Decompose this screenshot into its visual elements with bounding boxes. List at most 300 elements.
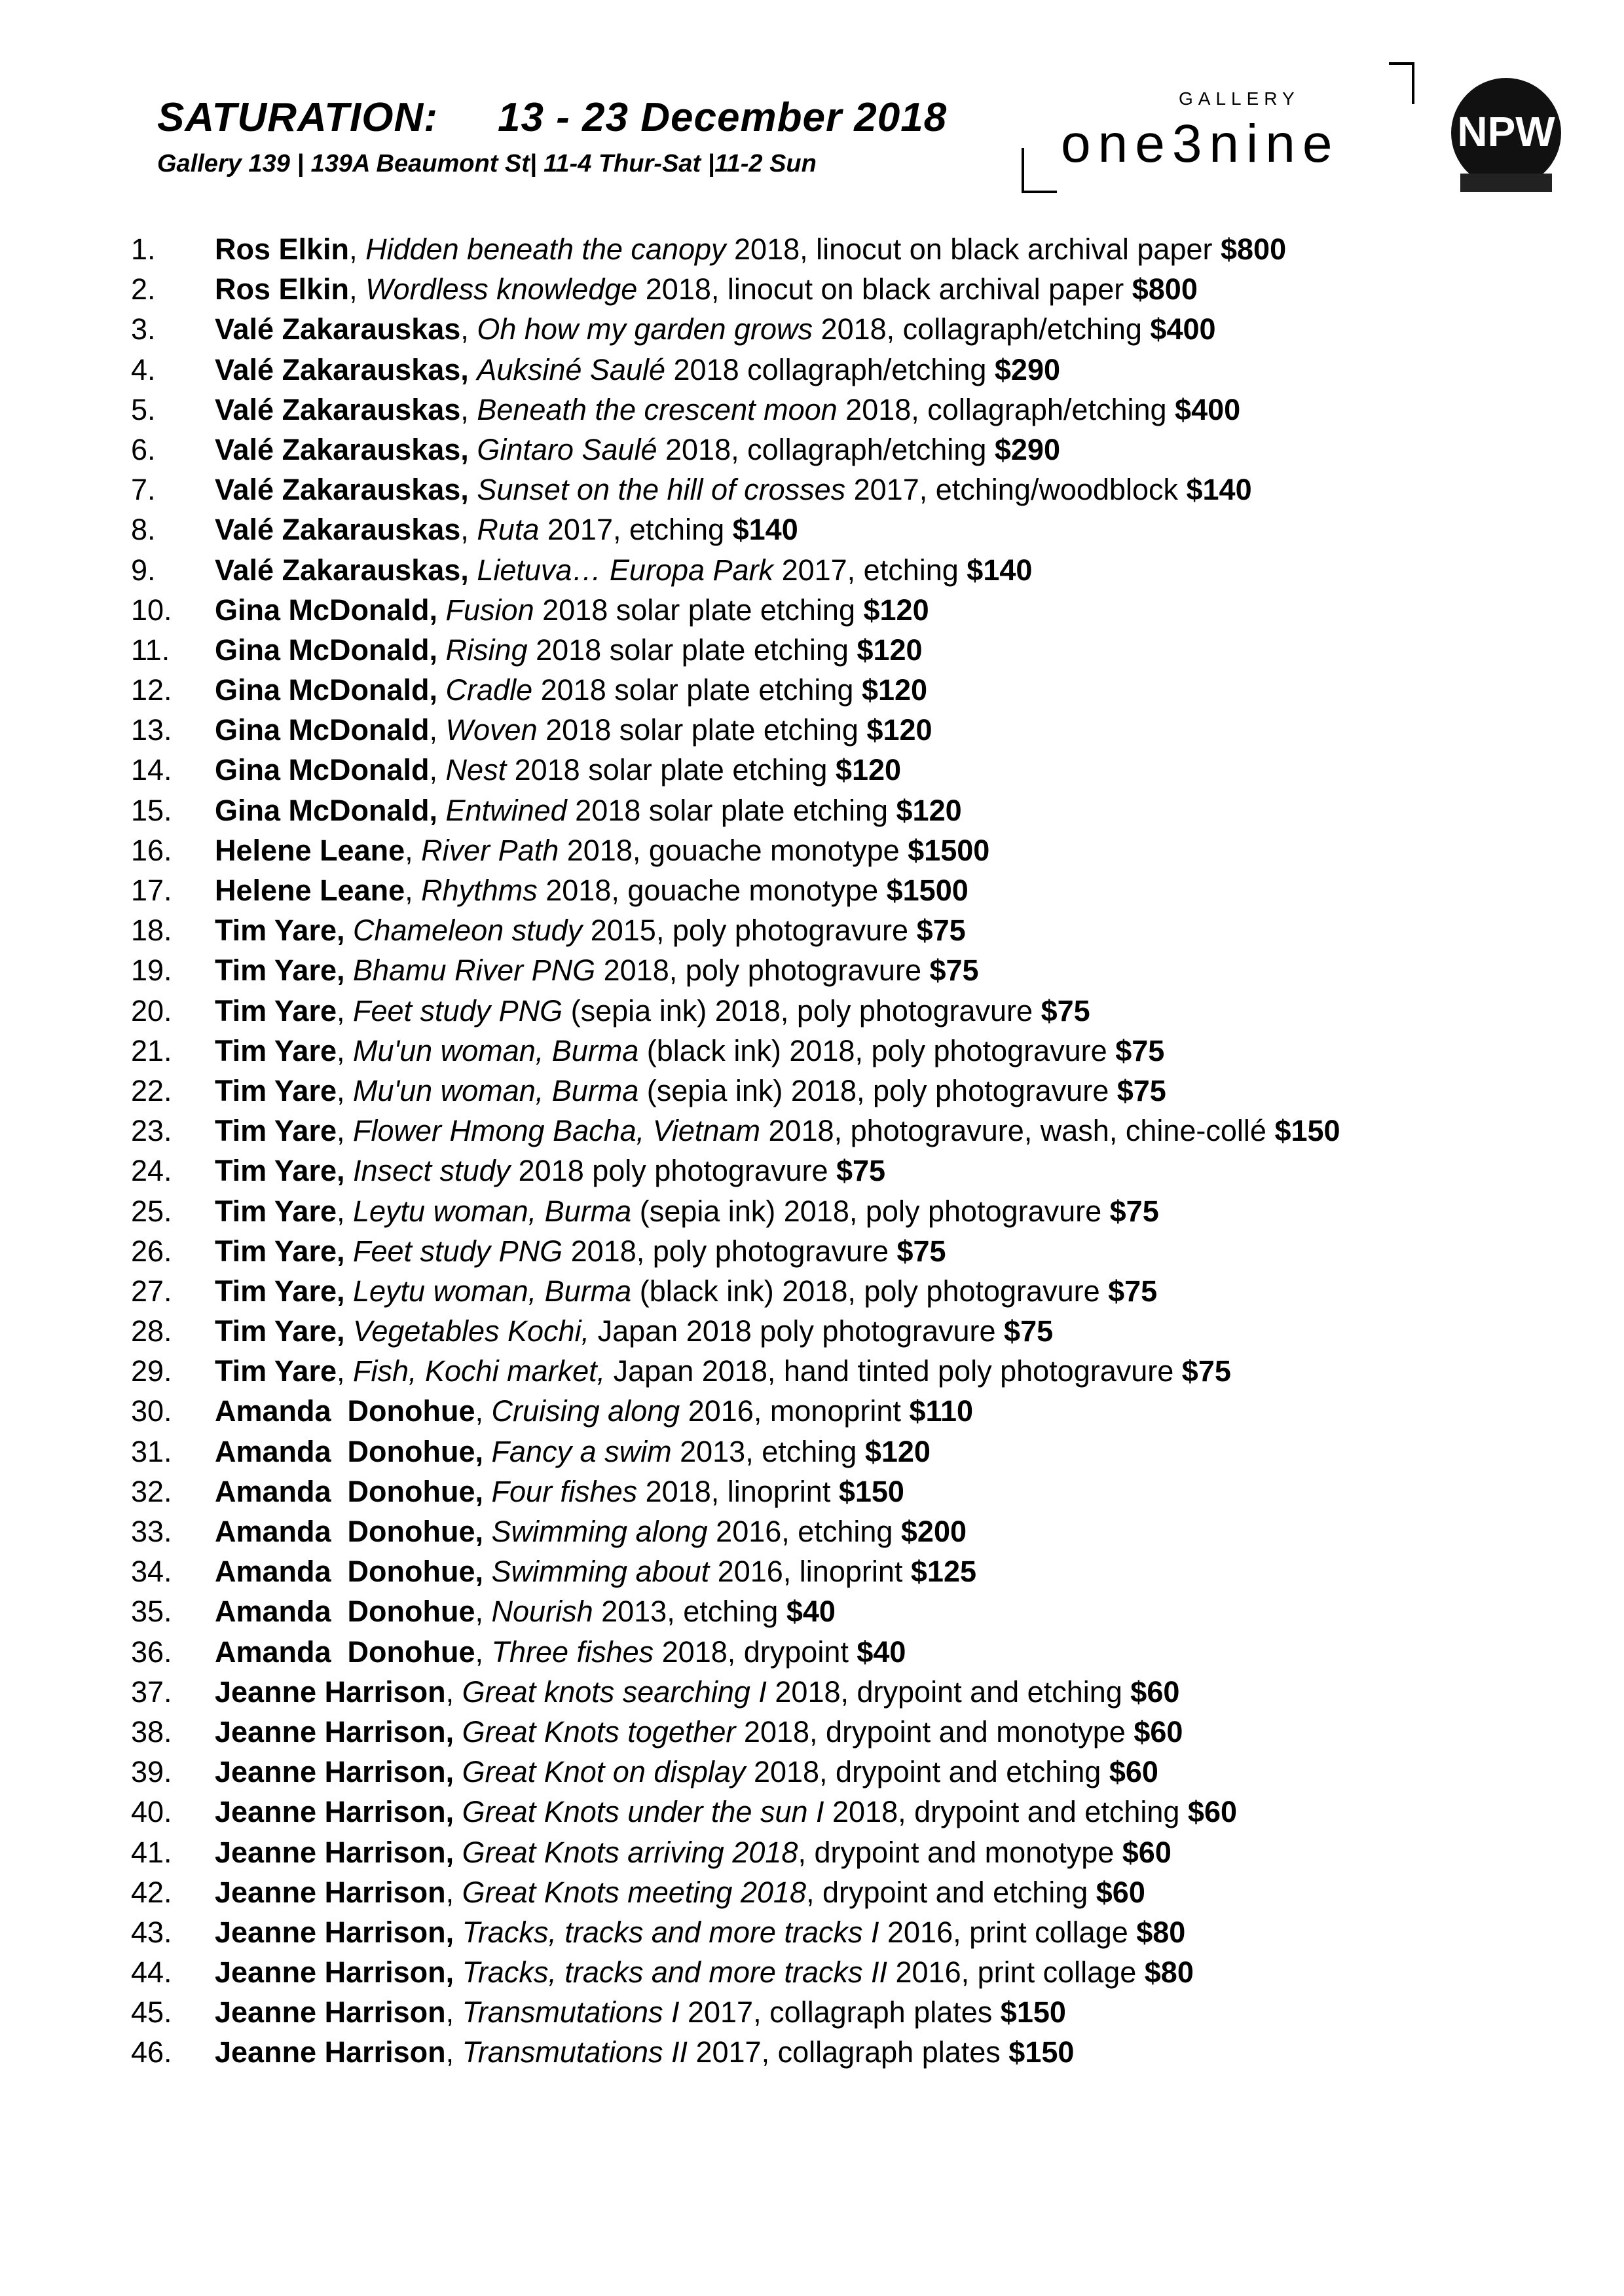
exhibition-title: SATURATION: 13 - 23 December 2018 <box>157 95 948 140</box>
work-details: 2018, collagraph/etching <box>813 312 1151 346</box>
separator <box>469 473 477 506</box>
item-number: 10. <box>131 593 172 627</box>
work-price: $400 <box>1150 312 1216 346</box>
work-details: 2018 solar plate etching <box>566 793 896 827</box>
list-item <box>0 1432 1624 1472</box>
item-number: 27. <box>131 1274 172 1308</box>
separator: , <box>405 833 422 867</box>
separator: , <box>349 272 366 306</box>
work-details: 2018, linocut on black archival paper <box>637 272 1132 306</box>
separator: , <box>429 753 446 787</box>
work-title: Mu'un woman, Burma <box>353 1073 639 1107</box>
item-number: 9. <box>131 553 156 587</box>
separator <box>344 954 353 987</box>
work-price: $75 <box>916 914 966 948</box>
item-entry <box>215 1351 1231 1391</box>
separator <box>469 433 477 466</box>
artist-name: Jeanne Harrison, <box>215 1915 454 1949</box>
item-number: 1. <box>131 232 156 266</box>
work-title: Transmutations II <box>462 2035 688 2069</box>
work-price: $75 <box>1181 1354 1231 1388</box>
item-entry <box>215 1912 1185 1952</box>
item-entry <box>215 1632 906 1672</box>
artist-name: Jeanne Harrison, <box>215 1955 454 1990</box>
work-title: Tracks, tracks and more tracks II <box>462 1955 887 1990</box>
gallery-one3nine-logo <box>1022 62 1414 193</box>
work-details: (sepia ink) 2018, poly photogravure <box>631 1194 1110 1228</box>
work-price: $150 <box>1008 2035 1075 2069</box>
work-price: $120 <box>861 673 928 707</box>
item-entry <box>215 950 979 990</box>
list-item <box>0 590 1624 630</box>
item-entry <box>215 670 927 710</box>
item-entry <box>215 1311 1053 1351</box>
work-title: Three fishes <box>491 1635 654 1669</box>
item-number: 28. <box>131 1314 172 1348</box>
item-entry <box>215 1191 1159 1231</box>
work-title: Great Knots arriving 2018 <box>462 1835 798 1869</box>
work-title: Gintaro Saulé <box>477 432 657 466</box>
artist-name: Tim Yare, <box>215 1314 345 1348</box>
work-title: Woven <box>445 713 538 747</box>
list-item <box>0 910 1624 950</box>
item-entry <box>215 1472 904 1511</box>
artist-name: Ros Elkin <box>215 232 350 266</box>
work-price: $140 <box>967 553 1033 587</box>
work-details: 2018 solar plate etching <box>537 713 867 747</box>
artist-name: Tim Yare <box>215 993 337 1028</box>
separator: , <box>475 1394 492 1428</box>
separator: , <box>460 513 477 547</box>
item-number: 12. <box>131 673 172 707</box>
item-number: 35. <box>131 1595 172 1629</box>
item-entry <box>215 1111 1340 1151</box>
item-entry <box>215 1391 973 1431</box>
work-title: Swimming along <box>491 1515 708 1548</box>
work-price: $140 <box>1186 473 1252 507</box>
artist-name: Amanda Donohue, <box>215 1515 484 1548</box>
npw-logo <box>1447 75 1565 196</box>
work-price: $75 <box>1004 1314 1054 1348</box>
work-title: Chameleon study <box>353 914 583 948</box>
document-header <box>157 92 1008 182</box>
item-entry <box>215 470 1252 509</box>
work-details: (sepia ink) 2018, poly photogravure <box>638 1073 1117 1107</box>
item-entry <box>215 229 1286 269</box>
item-number: 37. <box>131 1675 172 1709</box>
work-details: (black ink) 2018, poly photogravure <box>631 1274 1109 1308</box>
item-entry <box>215 1832 1172 1872</box>
artist-name: Jeanne Harrison <box>215 1675 446 1709</box>
artist-name: Gina McDonald, <box>215 593 438 627</box>
item-entry <box>215 1432 931 1472</box>
item-number: 30. <box>131 1394 172 1428</box>
separator: , <box>336 1194 353 1228</box>
work-details: , drypoint and monotype <box>798 1835 1122 1869</box>
work-price: $120 <box>866 713 932 747</box>
work-title: Cruising along <box>491 1394 680 1428</box>
artist-name: Tim Yare, <box>215 1274 345 1308</box>
separator <box>483 1435 492 1468</box>
list-item <box>0 1832 1624 1872</box>
artist-name: Gina McDonald <box>215 713 430 747</box>
work-price: $290 <box>994 352 1060 386</box>
work-price: $75 <box>1109 1194 1159 1228</box>
separator <box>344 914 353 947</box>
item-entry <box>215 1231 946 1271</box>
work-details: 2016, linoprint <box>709 1555 911 1589</box>
list-item <box>0 630 1624 670</box>
work-price: $125 <box>910 1555 977 1589</box>
work-price: $75 <box>1116 1073 1166 1107</box>
separator <box>437 673 446 707</box>
work-price: $75 <box>1108 1274 1158 1308</box>
work-details: 2016, print collage <box>879 1915 1137 1949</box>
artist-name: Amanda Donohue <box>215 1394 475 1428</box>
work-details: 2013, etching <box>671 1434 865 1468</box>
item-number: 40. <box>131 1795 172 1829</box>
item-entry <box>215 1712 1183 1752</box>
separator: , <box>460 312 477 346</box>
work-price: $40 <box>786 1595 836 1629</box>
list-item <box>0 430 1624 470</box>
work-price: $80 <box>1136 1915 1186 1949</box>
work-title: Great Knot on display <box>462 1755 746 1789</box>
separator: , <box>405 874 422 907</box>
work-details: 2018, poly photogravure <box>563 1234 897 1268</box>
separator <box>437 794 446 827</box>
work-details: 2018, drypoint and etching <box>766 1675 1131 1709</box>
item-number: 29. <box>131 1354 172 1388</box>
list-item <box>0 1912 1624 1952</box>
work-title: Leytu woman, Burma <box>353 1194 632 1228</box>
work-details: 2017, etching/woodblock <box>845 473 1187 507</box>
separator <box>454 1715 462 1749</box>
work-details: 2018 solar plate etching <box>534 593 864 627</box>
item-number: 7. <box>131 473 156 507</box>
separator: , <box>445 2035 462 2069</box>
separator: , <box>336 1033 353 1067</box>
work-price: $150 <box>838 1474 904 1508</box>
npw-logo-letters: NPW <box>1457 108 1555 155</box>
work-price: $150 <box>1274 1114 1340 1148</box>
work-title: Great Knots under the sun I <box>462 1795 824 1829</box>
list-item <box>0 1391 1624 1431</box>
artist-name: Tim Yare, <box>215 1154 345 1188</box>
work-details: 2018 solar plate etching <box>532 673 862 707</box>
item-number: 11. <box>131 633 170 667</box>
separator <box>454 1755 462 1788</box>
separator <box>483 1515 492 1548</box>
work-price: $120 <box>896 793 962 827</box>
separator <box>344 1274 353 1308</box>
work-details: , drypoint and etching <box>805 1875 1096 1909</box>
item-entry <box>215 630 923 670</box>
work-price: $60 <box>1109 1755 1158 1789</box>
work-price: $110 <box>909 1394 974 1428</box>
work-details: Japan 2018, hand tinted poly photogravure <box>605 1354 1182 1388</box>
item-entry <box>215 1031 1164 1071</box>
list-item <box>0 1712 1624 1752</box>
work-details: 2017, etching <box>773 553 967 587</box>
work-title: Lietuva… Europa Park <box>477 553 774 587</box>
work-price: $40 <box>857 1635 906 1669</box>
artwork-list <box>0 229 1624 2073</box>
item-entry <box>215 991 1090 1031</box>
work-details: 2018, poly photogravure <box>595 954 930 988</box>
list-item <box>0 309 1624 349</box>
work-price: $1500 <box>908 833 990 867</box>
work-title: Great knots searching I <box>462 1675 767 1709</box>
work-price: $120 <box>863 593 929 627</box>
work-price: $400 <box>1175 392 1241 426</box>
artist-name: Tim Yare, <box>215 914 345 948</box>
work-details: 2018 solar plate etching <box>506 753 836 787</box>
item-number: 31. <box>131 1434 172 1468</box>
artist-name: Gina McDonald <box>215 753 430 787</box>
item-entry <box>215 590 929 630</box>
work-title: Beneath the crescent moon <box>477 392 838 426</box>
item-entry <box>215 1952 1194 1992</box>
list-item <box>0 1992 1624 2032</box>
logo-bracket-top-right <box>1389 62 1414 104</box>
work-details: 2018, photogravure, wash, chine-collé <box>760 1114 1275 1148</box>
work-title: Transmutations I <box>462 1995 680 2029</box>
item-number: 39. <box>131 1755 172 1789</box>
work-price: $75 <box>1041 993 1090 1028</box>
item-number: 34. <box>131 1555 172 1589</box>
work-title: River Path <box>421 833 559 867</box>
list-item <box>0 830 1624 870</box>
artist-name: Valé Zakarauskas <box>215 312 461 346</box>
artist-name: Valé Zakarauskas <box>215 392 461 426</box>
work-price: $75 <box>836 1154 886 1188</box>
work-price: $800 <box>1132 272 1198 306</box>
work-details: 2018, linocut on black archival paper <box>726 232 1221 266</box>
work-price: $75 <box>929 954 979 988</box>
separator: , <box>336 993 353 1028</box>
work-price: $120 <box>864 1434 931 1468</box>
separator: , <box>336 1073 353 1107</box>
item-entry <box>215 1752 1158 1792</box>
item-number: 22. <box>131 1073 172 1107</box>
work-details: (black ink) 2018, poly photogravure <box>638 1033 1116 1067</box>
work-title: Wordless knowledge <box>365 272 638 306</box>
work-price: $75 <box>896 1234 946 1268</box>
artist-name: Tim Yare <box>215 1114 337 1148</box>
work-title: Cradle <box>445 673 533 707</box>
artist-name: Jeanne Harrison, <box>215 1795 454 1829</box>
work-details: 2018, gouache monotype <box>537 874 887 907</box>
item-number: 20. <box>131 993 172 1028</box>
separator <box>454 1836 462 1869</box>
artist-name: Valé Zakarauskas, <box>215 553 469 587</box>
work-title: Flower Hmong Bacha, Vietnam <box>353 1114 760 1148</box>
logo-one3nine-word: one3nine <box>1061 114 1340 174</box>
exhibition-venue-hours: Gallery 139 | 139A Beaumont St| 11-4 Thur-Sat |11-2 Sun <box>157 150 817 177</box>
separator <box>454 1955 462 1989</box>
work-title: Oh how my garden grows <box>477 312 813 346</box>
item-entry <box>215 1271 1157 1311</box>
work-price: $80 <box>1144 1955 1194 1990</box>
item-number: 6. <box>131 432 156 466</box>
item-entry <box>215 1792 1237 1832</box>
logo-gallery-word: GALLERY <box>1179 88 1300 109</box>
work-title: Bhamu River PNG <box>353 954 596 988</box>
item-entry <box>215 1511 967 1551</box>
work-details: 2018, drypoint <box>654 1635 857 1669</box>
item-number: 32. <box>131 1474 172 1508</box>
list-item <box>0 1511 1624 1551</box>
work-title: Nest <box>445 753 507 787</box>
separator: , <box>429 713 446 747</box>
work-title: Rising <box>445 633 528 667</box>
artist-name: Tim Yare, <box>215 954 345 988</box>
work-price: $800 <box>1220 232 1287 266</box>
artist-name: Jeanne Harrison <box>215 1875 446 1909</box>
item-number: 25. <box>131 1194 172 1228</box>
work-details: 2018, drypoint and etching <box>745 1755 1109 1789</box>
work-details: 2015, poly photogravure <box>582 914 917 948</box>
separator: , <box>336 1114 353 1148</box>
work-details: 2018 poly photogravure <box>510 1154 836 1188</box>
work-title: Four fishes <box>491 1474 638 1508</box>
artist-name: Amanda Donohue, <box>215 1434 484 1468</box>
separator <box>469 353 477 386</box>
item-number: 33. <box>131 1515 172 1548</box>
item-entry <box>215 870 969 910</box>
item-entry <box>215 1872 1145 1912</box>
list-item <box>0 1872 1624 1912</box>
item-number: 2. <box>131 272 156 306</box>
artist-name: Tim Yare <box>215 1073 337 1107</box>
work-details: 2017, collagraph plates <box>687 2035 1009 2069</box>
item-entry <box>215 309 1216 349</box>
artist-name: Valé Zakarauskas, <box>215 352 469 386</box>
list-item <box>0 550 1624 590</box>
work-title: Hidden beneath the canopy <box>365 232 726 266</box>
item-number: 21. <box>131 1033 172 1067</box>
work-details: 2017, collagraph plates <box>679 1995 1001 2029</box>
work-price: $60 <box>1122 1835 1172 1869</box>
work-title: Mu'un woman, Burma <box>353 1033 639 1067</box>
list-item <box>0 1311 1624 1351</box>
item-number: 15. <box>131 793 172 827</box>
artist-name: Ros Elkin <box>215 272 350 306</box>
artist-name: Gina McDonald, <box>215 633 438 667</box>
work-title: Feet study PNG <box>353 993 563 1028</box>
separator: , <box>349 232 366 266</box>
item-number: 44. <box>131 1955 172 1990</box>
artist-name: Amanda Donohue <box>215 1595 475 1629</box>
item-number: 13. <box>131 713 172 747</box>
item-entry <box>215 710 932 750</box>
item-number: 16. <box>131 833 172 867</box>
work-details: 2018, gouache monotype <box>559 833 908 867</box>
separator: , <box>445 1995 462 2029</box>
work-title: Insect study <box>353 1154 511 1188</box>
item-entry <box>215 1151 885 1191</box>
work-title: Fancy a swim <box>491 1434 672 1468</box>
separator <box>344 1154 353 1187</box>
list-item <box>0 470 1624 509</box>
work-title: Ruta <box>477 513 540 547</box>
item-number: 14. <box>131 753 172 787</box>
item-entry <box>215 910 966 950</box>
work-title: Great Knots together <box>462 1714 736 1749</box>
artist-name: Gina McDonald, <box>215 673 438 707</box>
work-title: Entwined <box>445 793 567 827</box>
artist-name: Tim Yare <box>215 1354 337 1388</box>
work-details: 2013, etching <box>593 1595 786 1629</box>
item-number: 41. <box>131 1835 172 1869</box>
item-entry <box>215 350 1060 390</box>
separator <box>344 1314 353 1348</box>
work-price: $1500 <box>886 874 969 907</box>
item-number: 42. <box>131 1875 172 1909</box>
work-details: 2018 collagraph/etching <box>665 352 995 386</box>
npw-logo-graphic <box>1447 75 1565 196</box>
list-item <box>0 1191 1624 1231</box>
work-price: $120 <box>857 633 923 667</box>
list-item <box>0 1632 1624 1672</box>
list-item <box>0 1231 1624 1271</box>
work-price: $120 <box>835 753 902 787</box>
list-item <box>0 991 1624 1031</box>
separator <box>437 593 446 627</box>
list-item <box>0 269 1624 309</box>
item-entry <box>215 1672 1179 1712</box>
item-number: 43. <box>131 1915 172 1949</box>
artist-name: Jeanne Harrison, <box>215 1714 454 1749</box>
list-item <box>0 790 1624 830</box>
list-item <box>0 1031 1624 1071</box>
item-number: 8. <box>131 513 156 547</box>
item-entry <box>215 830 989 870</box>
separator <box>437 633 446 667</box>
list-item <box>0 1111 1624 1151</box>
separator <box>469 553 477 587</box>
list-item <box>0 229 1624 269</box>
list-item <box>0 1672 1624 1712</box>
item-entry <box>215 430 1060 470</box>
artist-name: Amanda Donohue <box>215 1635 475 1669</box>
work-price: $290 <box>994 432 1060 466</box>
work-details: 2017, etching <box>539 513 733 547</box>
list-item <box>0 950 1624 990</box>
list-item <box>0 1071 1624 1111</box>
work-price: $150 <box>1000 1995 1066 2029</box>
artist-name: Helene Leane <box>215 874 405 907</box>
work-details: 2018, collagraph/etching <box>657 432 995 466</box>
item-number: 45. <box>131 1995 172 2029</box>
work-price: $60 <box>1096 1875 1145 1909</box>
item-number: 17. <box>131 874 172 907</box>
work-price: $140 <box>732 513 798 547</box>
list-item <box>0 1351 1624 1391</box>
list-item <box>0 509 1624 549</box>
list-item <box>0 710 1624 750</box>
separator: , <box>445 1675 462 1709</box>
separator: , <box>475 1635 492 1669</box>
work-title: Rhythms <box>421 874 538 907</box>
artist-name: Valé Zakarauskas <box>215 513 461 547</box>
artist-name: Jeanne Harrison, <box>215 1835 454 1869</box>
list-item <box>0 1792 1624 1832</box>
item-entry <box>215 1992 1066 2032</box>
list-item <box>0 350 1624 390</box>
logo-bracket-bottom-left <box>1022 148 1057 193</box>
